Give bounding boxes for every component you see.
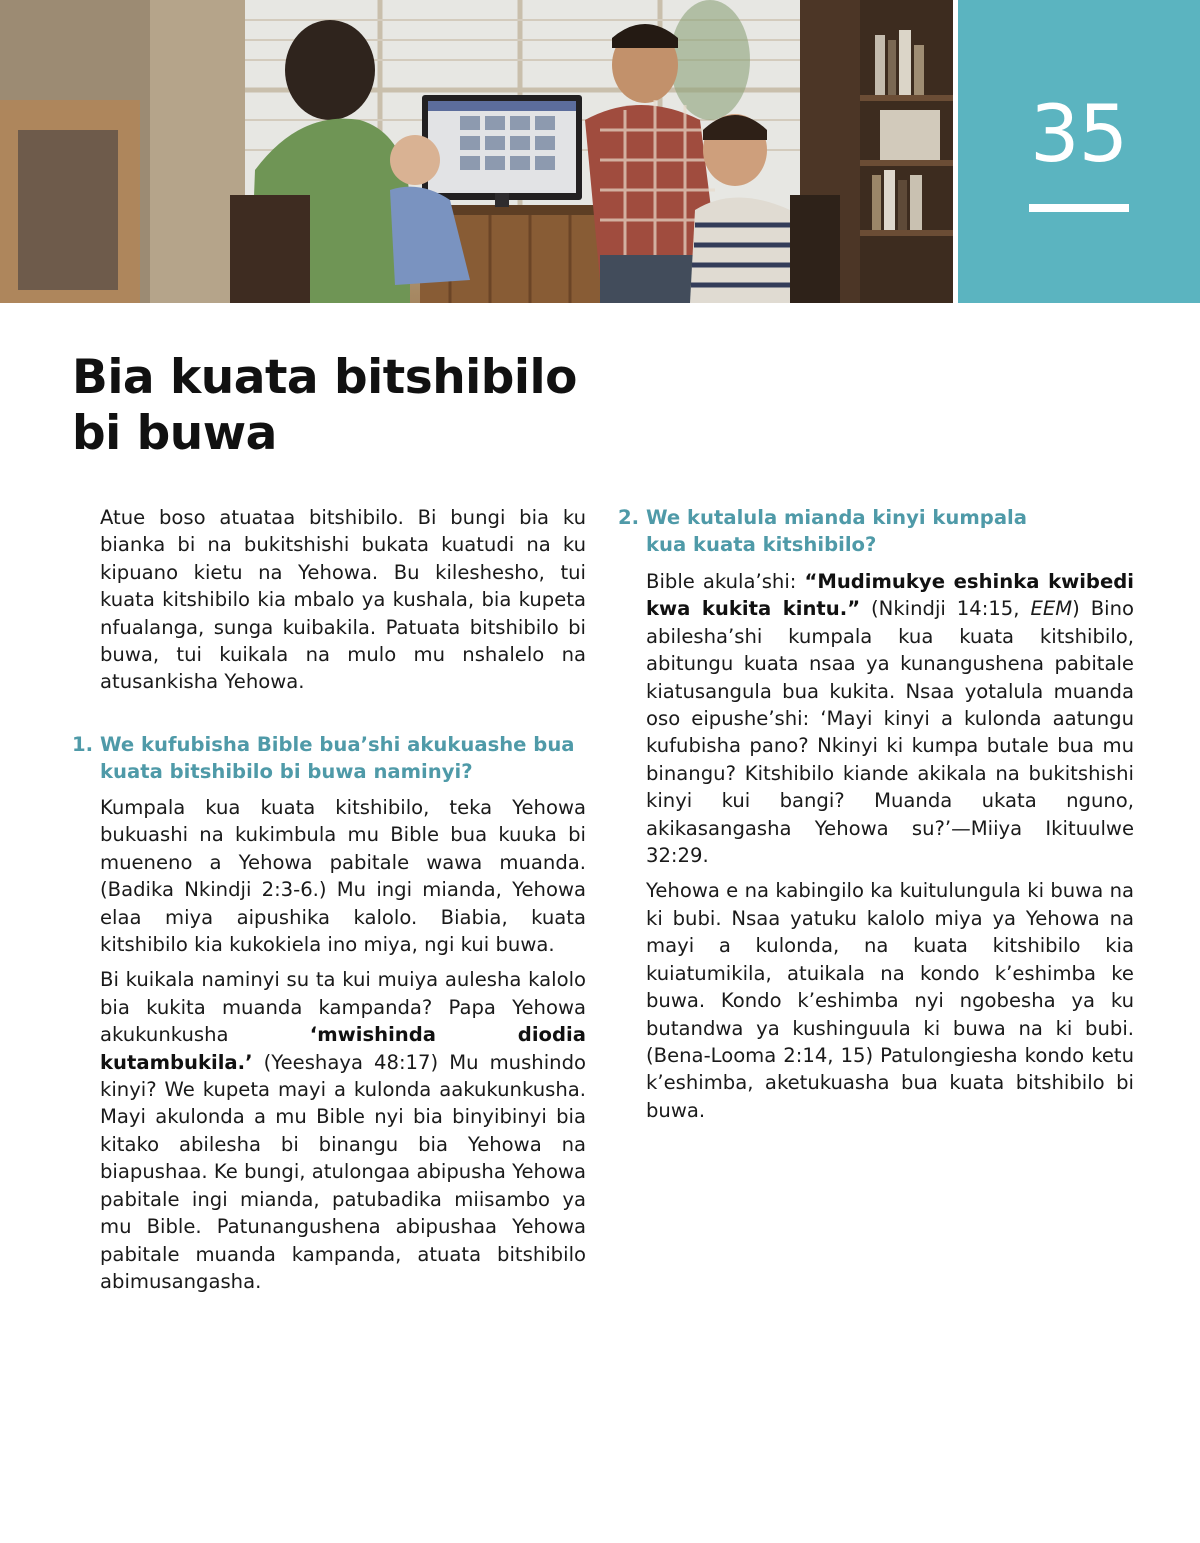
question-heading-1-line1: We kufubisha Bible bua’shi akukuashe bua [100, 733, 575, 756]
section2-body [646, 568, 1134, 1124]
lesson-number-underline [1029, 204, 1129, 212]
question-heading-2-line2: kua kuata kitshibilo? [646, 533, 877, 556]
bible-version-abbrev: EEM [1030, 597, 1073, 621]
left-column [100, 504, 586, 696]
section2-paragraph2: Yehowa e na kabingilo ka kuitulungula ki buwa na ki bubi. Nsaa yatuku kalolo miya ya Yehowa na mayi a kulonda, na kuata kitshibilo kia kuiatumikila, atuikala na kondo k’eshimba ke buwa. Kondo k’eshimba nyi ngobesha ya ku butandwa ya kushinguula ki buwa na ki bubi. (Bena-Looma 2:14, 15) Patulongiesha kondo ketu k’eshimba, aketukuasha bua kuata bitshibilo bi buwa. [646, 879, 1134, 1122]
section1-paragraph1: Kumpala kua kuata kitshibilo, teka Yehowa bukuashi na kukimbula mu Bible bua kuuka bi mueneno a Yehowa pabitale wawa muanda. (Badika Nkindji 2:3-6.) Mu ingi mianda, Yehowa elaa miya aipushika kalolo. Biabia, kuata kitshibilo kia kukokiela ino miya, ngi kui buwa. [100, 796, 586, 957]
section2-paragraph1 [646, 568, 1134, 869]
section1-paragraph2-end: (Yeeshaya 48:17) Mu mushindo kinyi? We kupeta mayi a kulonda aakukunkusha. Mayi akulonda a mu Bible nyi bia binyibinyi bia kitako abilesha bi binangu bia Yehowa na biapushaa. Ke bungi, atulongaa abipusha Yehowa pabitale ingi mianda, patubadika miisambo ya mu Bible. Patunangushena abipushaa Yehowa pabitale muanda kampanda, atuata bitshibilo abimusangasha. [100, 1050, 586, 1293]
section1-paragraph2-start: Bi kuikala naminyi su ta kui muiya aulesha kalolo bia kukita muanda kampanda? Papa Yehowa akukunkusha [100, 968, 586, 1047]
intro-paragraph: Atue boso atuataa bitshibilo. Bi bungi bia ku bianka bi na bukitshishi bukata kuatudi na ku kipuano kietu na Yehowa. Bu kileshesho, tui kuata kitshibilo kia mbalo ya kushala, bia kupeta nfualanga, sunga kuibakila. Patuata bitshibilo bi buwa, tui kuikala na mulo mu nshalelo na atusankisha Yehowa. [100, 506, 586, 694]
page-title [72, 350, 632, 462]
question-number-2: 2. [618, 506, 640, 529]
header-photo [0, 0, 953, 303]
page-title-line1: Bia kuata bitshibilo [72, 350, 577, 405]
question-number-1: 1. [72, 733, 94, 756]
question-heading-1 [72, 731, 592, 785]
page-title-line2: bi buwa [72, 406, 277, 461]
section1-paragraph2 [100, 966, 586, 1295]
section2-paragraph1-start: Bible akula’shi: [646, 570, 805, 593]
lesson-number-box [958, 0, 1200, 303]
question-heading-2-line1: We kutalula mianda kinyi kumpala [646, 506, 1027, 529]
question-heading-2 [618, 504, 1138, 558]
section1-body [100, 794, 586, 1295]
question-heading-1-line2: kuata bitshibilo bi buwa naminyi? [100, 760, 473, 783]
scripture-quote-proverbs: “Mudimukye eshinka kwibedi kwa kukita kintu.” [646, 570, 1134, 621]
scripture-quote-isaiah: ‘mwishinda diodia kutambukila.’ [100, 1023, 586, 1074]
section2-paragraph1-mid: (Nkindji 14:15, [860, 597, 1031, 621]
lesson-number: 35 [1030, 90, 1128, 180]
section2-paragraph1-end: ) Bino abilesha’shi kumpala kua kuata kitshibilo, abitungu kuata nsaa ya kunangushena pabitale kiatusangula bua kukita. Nsaa yotalula muanda oso eipushe’shi: ‘Mayi kinyi a kulonda aatungu kufubisha pano? Nkinyi ki kumpa butale bua mu binangu? Kitshibilo kiande akikala na bukitshishi kinyi kui bangi? Muanda ukata nguno, akikasangasha Yehowa su?’—Miiya Ikituulwe 32:29. [646, 597, 1134, 868]
family-at-computer-photo [0, 0, 953, 303]
